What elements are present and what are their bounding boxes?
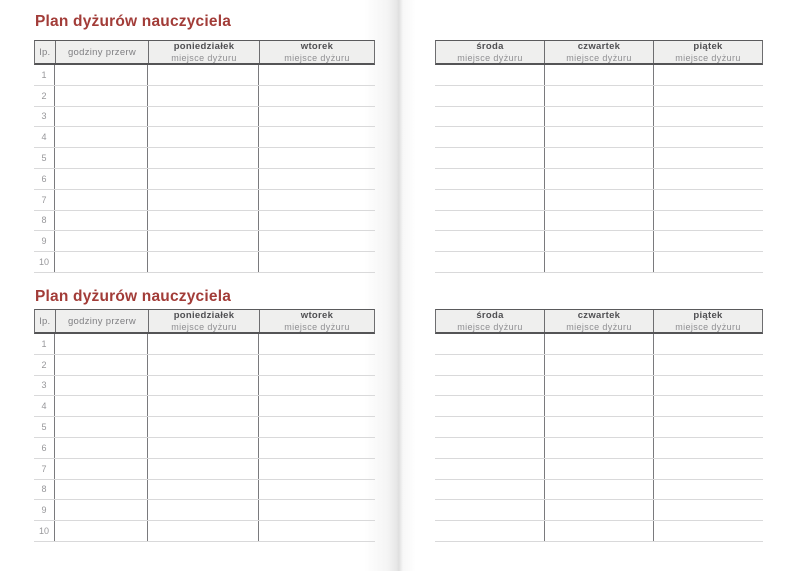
duty-cell: [544, 127, 654, 147]
duty-table-wed-fri-1: [435, 40, 763, 273]
duty-cell: [435, 521, 544, 541]
duty-cell: [653, 107, 763, 127]
row-number: 4: [41, 401, 47, 412]
col-header-wednesday: [436, 310, 544, 332]
day-name: czwartek: [577, 309, 621, 321]
breaks-cell: [54, 459, 147, 479]
duty-cell: [258, 459, 375, 479]
duty-cell: [544, 252, 654, 272]
row-number: 7: [41, 194, 47, 205]
table-row: [34, 396, 375, 417]
row-number: 9: [41, 236, 47, 247]
duty-cell: [653, 148, 763, 168]
table-row: [34, 127, 375, 148]
duty-cell: [435, 127, 544, 147]
duty-cell: [653, 438, 763, 458]
table-row: [435, 252, 763, 273]
breaks-cell: [54, 231, 147, 251]
duty-place-label: miejsce dyżuru: [284, 52, 350, 63]
row-number: 3: [41, 380, 47, 391]
duty-cell: [258, 480, 375, 500]
breaks-cell: [54, 334, 147, 354]
duty-cell: [435, 86, 544, 106]
table-row: [435, 417, 763, 438]
table-row: [435, 396, 763, 417]
duty-cell: [435, 65, 544, 85]
table-row: [435, 376, 763, 397]
col-header-monday: [148, 310, 259, 332]
duty-cell: [653, 500, 763, 520]
duty-cell: [147, 86, 258, 106]
duty-cell: [435, 480, 544, 500]
day-name: piątek: [693, 40, 723, 52]
duty-table-mon-tue-2: [34, 309, 375, 542]
col-header-friday: [653, 310, 762, 332]
table-row: [435, 127, 763, 148]
duty-cell: [147, 459, 258, 479]
breaks-cell: [54, 252, 147, 272]
table-row: [435, 231, 763, 252]
duty-cell: [258, 65, 375, 85]
duty-cell: [435, 231, 544, 251]
table-header: [34, 40, 375, 65]
duty-cell: [544, 86, 654, 106]
duty-cell: [147, 480, 258, 500]
duty-cell: [653, 459, 763, 479]
duty-cell: [147, 107, 258, 127]
col-header-friday: [653, 41, 762, 63]
table-row: [34, 334, 375, 355]
duty-cell: [544, 190, 654, 210]
breaks-cell: [54, 107, 147, 127]
row-number: 10: [38, 526, 49, 537]
table-header: [435, 40, 763, 65]
breaks-cell: [54, 521, 147, 541]
breaks-cell: [54, 65, 147, 85]
row-number: 6: [41, 173, 47, 184]
duty-cell: [258, 438, 375, 458]
col-header-tuesday: [259, 310, 374, 332]
breaks-cell: [54, 211, 147, 231]
table-row: [435, 65, 763, 86]
duty-cell: [653, 355, 763, 375]
table-row: [34, 500, 375, 521]
duty-place-label: miejsce dyżuru: [566, 321, 632, 332]
breaks-cell: [54, 396, 147, 416]
duty-cell: [653, 211, 763, 231]
duty-table-mon-tue-1: [34, 40, 375, 273]
table-row: [34, 190, 375, 211]
duty-cell: [544, 376, 654, 396]
duty-place-label: miejsce dyżuru: [566, 52, 632, 63]
duty-cell: [147, 438, 258, 458]
duty-cell: [258, 86, 375, 106]
duty-cell: [147, 65, 258, 85]
col-header-breaks: godziny przerw: [55, 310, 148, 332]
day-name: czwartek: [577, 40, 621, 52]
duty-place-label: miejsce dyżuru: [171, 52, 237, 63]
duty-cell: [653, 417, 763, 437]
table-row: [34, 252, 375, 273]
duty-cell: [258, 521, 375, 541]
duty-cell: [147, 417, 258, 437]
row-number: 8: [41, 484, 47, 495]
col-header-monday: [148, 41, 259, 63]
table-row: [34, 521, 375, 542]
duty-cell: [653, 86, 763, 106]
row-number: 9: [41, 505, 47, 516]
breaks-cell: [54, 500, 147, 520]
day-name: wtorek: [300, 309, 334, 321]
table-header: [435, 309, 763, 334]
duty-cell: [653, 127, 763, 147]
table-row: [34, 376, 375, 397]
duty-cell: [258, 211, 375, 231]
duty-cell: [258, 190, 375, 210]
duty-cell: [258, 376, 375, 396]
table-header: [34, 309, 375, 334]
col-header-index: lp.: [39, 46, 51, 58]
table-row: [435, 480, 763, 501]
duty-place-label: miejsce dyżuru: [675, 52, 741, 63]
duty-cell: [147, 396, 258, 416]
duty-cell: [147, 211, 258, 231]
duty-cell: [258, 148, 375, 168]
day-name: wtorek: [300, 40, 334, 52]
table-row: [34, 169, 375, 190]
page-title: Plan dyżurów nauczyciela: [35, 13, 232, 30]
duty-cell: [147, 376, 258, 396]
duty-cell: [544, 211, 654, 231]
duty-cell: [653, 376, 763, 396]
duty-cell: [653, 252, 763, 272]
duty-cell: [653, 521, 763, 541]
duty-cell: [147, 148, 258, 168]
table-row: [34, 417, 375, 438]
duty-cell: [544, 355, 654, 375]
row-number: 10: [38, 257, 49, 268]
row-number: 5: [41, 422, 47, 433]
duty-cell: [147, 521, 258, 541]
table-row: [435, 211, 763, 232]
duty-cell: [147, 169, 258, 189]
duty-cell: [258, 417, 375, 437]
duty-cell: [258, 355, 375, 375]
duty-cell: [435, 459, 544, 479]
table-row: [34, 107, 375, 128]
day-name: środa: [476, 309, 504, 321]
row-number: 2: [41, 90, 47, 101]
duty-cell: [147, 127, 258, 147]
page-title: Plan dyżurów nauczyciela: [35, 288, 232, 305]
row-number: 1: [41, 338, 47, 349]
duty-cell: [544, 521, 654, 541]
table-row: [435, 459, 763, 480]
table-row: [34, 231, 375, 252]
duty-cell: [544, 231, 654, 251]
duty-cell: [435, 190, 544, 210]
duty-cell: [147, 500, 258, 520]
duty-cell: [147, 231, 258, 251]
table-row: [34, 480, 375, 501]
table-row: [34, 211, 375, 232]
breaks-cell: [54, 169, 147, 189]
table-row: [435, 148, 763, 169]
duty-cell: [435, 355, 544, 375]
table-row: [435, 169, 763, 190]
breaks-cell: [54, 127, 147, 147]
duty-cell: [544, 65, 654, 85]
duty-cell: [653, 169, 763, 189]
col-header-thursday: [544, 41, 653, 63]
day-name: piątek: [693, 309, 723, 321]
col-header-tuesday: [259, 41, 374, 63]
row-number: 7: [41, 463, 47, 474]
day-name: poniedziałek: [173, 40, 235, 52]
duty-table-wed-fri-2: [435, 309, 763, 542]
duty-cell: [544, 459, 654, 479]
duty-cell: [147, 190, 258, 210]
duty-cell: [544, 417, 654, 437]
duty-cell: [653, 396, 763, 416]
row-number: 6: [41, 442, 47, 453]
duty-place-label: miejsce dyżuru: [457, 52, 523, 63]
row-number: 4: [41, 132, 47, 143]
table-row: [34, 459, 375, 480]
duty-cell: [435, 376, 544, 396]
duty-cell: [544, 334, 654, 354]
table-row: [435, 107, 763, 128]
table-row: [435, 355, 763, 376]
duty-place-label: miejsce dyżuru: [171, 321, 237, 332]
duty-cell: [653, 190, 763, 210]
duty-cell: [653, 334, 763, 354]
duty-cell: [258, 334, 375, 354]
duty-cell: [544, 169, 654, 189]
duty-cell: [258, 252, 375, 272]
duty-cell: [544, 438, 654, 458]
row-number: 2: [41, 359, 47, 370]
breaks-cell: [54, 417, 147, 437]
row-number: 5: [41, 153, 47, 164]
breaks-cell: [54, 355, 147, 375]
duty-cell: [258, 127, 375, 147]
duty-cell: [258, 231, 375, 251]
duty-cell: [544, 148, 654, 168]
breaks-cell: [54, 86, 147, 106]
row-number: 3: [41, 111, 47, 122]
duty-cell: [544, 480, 654, 500]
table-row: [435, 86, 763, 107]
duty-cell: [147, 334, 258, 354]
duty-cell: [147, 252, 258, 272]
table-row: [435, 334, 763, 355]
breaks-cell: [54, 190, 147, 210]
duty-cell: [435, 438, 544, 458]
duty-cell: [435, 396, 544, 416]
duty-cell: [435, 148, 544, 168]
breaks-cell: [54, 376, 147, 396]
duty-cell: [147, 355, 258, 375]
duty-cell: [258, 107, 375, 127]
table-row: [435, 521, 763, 542]
col-header-breaks: godziny przerw: [55, 41, 148, 63]
duty-place-label: miejsce dyżuru: [457, 321, 523, 332]
duty-cell: [544, 500, 654, 520]
duty-cell: [435, 211, 544, 231]
duty-cell: [435, 169, 544, 189]
table-row: [34, 148, 375, 169]
table-row: [435, 438, 763, 459]
duty-cell: [435, 252, 544, 272]
breaks-cell: [54, 438, 147, 458]
duty-place-label: miejsce dyżuru: [284, 321, 350, 332]
col-header-wednesday: [436, 41, 544, 63]
duty-cell: [435, 107, 544, 127]
breaks-cell: [54, 148, 147, 168]
duty-cell: [258, 500, 375, 520]
row-number: 1: [41, 69, 47, 80]
duty-place-label: miejsce dyżuru: [675, 321, 741, 332]
row-number: 8: [41, 215, 47, 226]
breaks-cell: [54, 480, 147, 500]
day-name: środa: [476, 40, 504, 52]
table-row: [34, 355, 375, 376]
duty-cell: [435, 417, 544, 437]
duty-cell: [544, 396, 654, 416]
duty-cell: [435, 334, 544, 354]
duty-cell: [653, 65, 763, 85]
col-header-thursday: [544, 310, 653, 332]
table-row: [34, 438, 375, 459]
duty-cell: [435, 500, 544, 520]
table-row: [34, 86, 375, 107]
duty-cell: [544, 107, 654, 127]
table-row: [435, 500, 763, 521]
table-row: [435, 190, 763, 211]
duty-cell: [653, 231, 763, 251]
col-header-index: lp.: [39, 315, 51, 327]
duty-cell: [258, 169, 375, 189]
duty-cell: [258, 396, 375, 416]
table-row: [34, 65, 375, 86]
duty-cell: [653, 480, 763, 500]
day-name: poniedziałek: [173, 309, 235, 321]
